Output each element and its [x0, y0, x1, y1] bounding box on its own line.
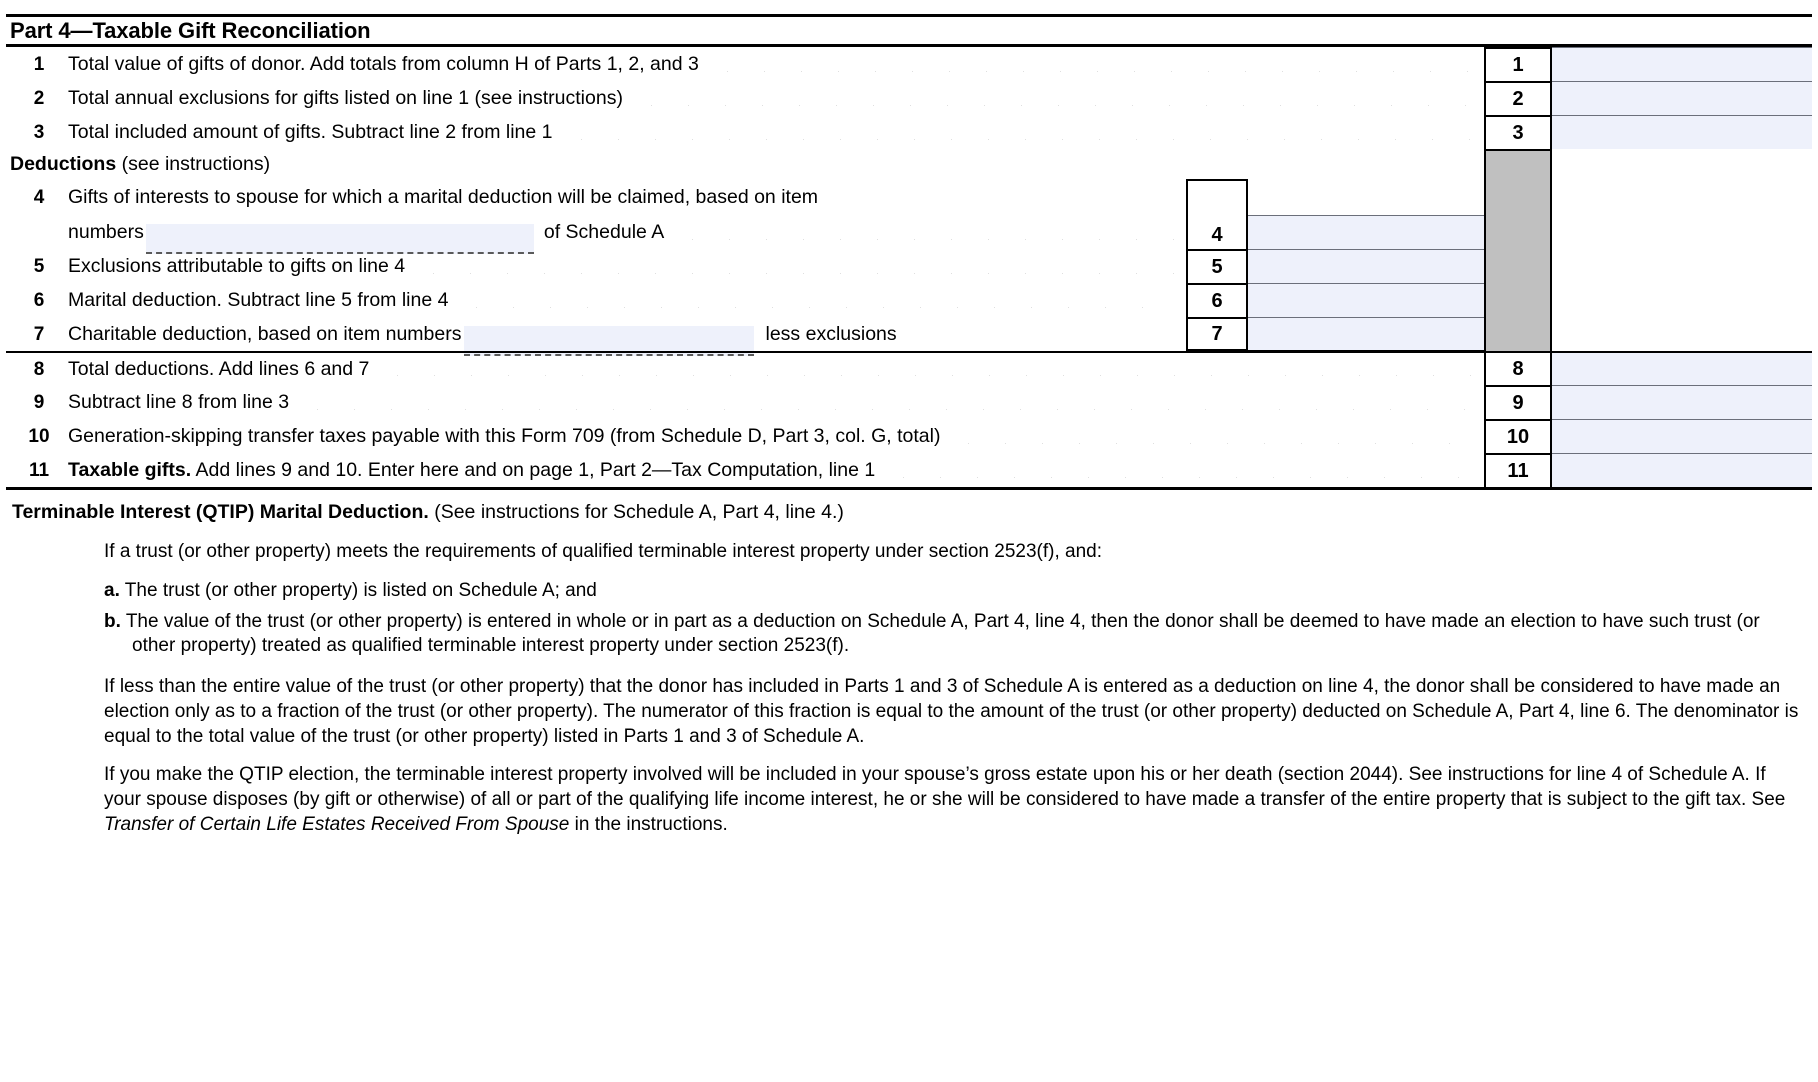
line-7-label-prefix: Charitable deduction, based on item numbers: [68, 322, 462, 345]
line-2-box-label: 2: [1484, 81, 1552, 115]
line-6-leader-dots: [458, 307, 1176, 308]
grey-filler-block-l6: [1484, 283, 1552, 317]
line-7-inner-amount-input[interactable]: [1248, 317, 1484, 351]
line-2-amount-input[interactable]: [1552, 81, 1812, 115]
line-5-label: Exclusions attributable to gifts on line 4: [68, 254, 406, 277]
line-11-label-rest: Add lines 9 and 10. Enter here and on page 1, Part 2—Tax Computation, line 1: [191, 458, 876, 481]
qtip-heading-rest: (See instructions for Schedule A, Part 4, line 4.): [428, 501, 844, 523]
line-11-amount-input[interactable]: [1552, 453, 1812, 487]
line-5-leader-dots: [415, 273, 1176, 274]
deductions-heading-cell: [6, 149, 1484, 179]
line-4-description-cell-lower: [6, 215, 1186, 249]
line-1-leader-dots: [709, 71, 1474, 72]
qtip-heading-bold: Terminable Interest (QTIP) Marital Deduction.: [12, 501, 429, 523]
line-4-label-numbers-prefix: numbers: [68, 220, 144, 243]
line-7-inner-box-label: 7: [1186, 317, 1248, 351]
line-4-label-numbers-suffix: of Schedule A: [543, 220, 665, 243]
line-9-box-label: 9: [1484, 385, 1552, 419]
table-row-line-11: [6, 453, 1812, 487]
qtip-conditions-list: [104, 579, 1806, 659]
qtip-item-b: [104, 610, 1806, 659]
line-7-outer-amount-spacer: [1552, 317, 1812, 351]
line-5-inner-box-label: 5: [1186, 249, 1248, 283]
table-row-line-2: [6, 81, 1812, 115]
line-11-label-bold: Taxable gifts.: [68, 458, 192, 481]
line-1-description-cell: [6, 47, 1484, 81]
line-4-inner-box-label: 4: [1186, 215, 1248, 249]
line-6-number: 6: [33, 289, 45, 311]
line-1-amount-input[interactable]: [1552, 47, 1812, 81]
qtip-paragraph-3: [104, 763, 1804, 837]
line-5-inner-amount-input[interactable]: [1248, 249, 1484, 283]
qtip-paragraph-2: If less than the entire value of the trust (or other property) that the donor has included in Parts 1 and 3 of Schedule A is entered as a deduction on line 4, the donor shall be considered to have made an election only as to a fraction of the trust (or other property). The numerator of this fraction is equal to the amount of the trust (or other property) deducted on Schedule A, Part 4, line 6. The denominator is equal to the total value of the trust (or other property) listed in Parts 1 and 3 of Schedule A.: [104, 676, 1799, 747]
line-11-number: 11: [28, 459, 50, 481]
table-row-line-5: [6, 249, 1812, 283]
line-6-description-cell: [6, 283, 1186, 317]
line-2-number: 2: [33, 87, 45, 109]
line-4-inner-amount-input[interactable]: [1248, 215, 1484, 249]
line-7-label-suffix: less exclusions: [765, 322, 897, 345]
qtip-item-a-text: The trust (or other property) is listed on Schedule A; and: [124, 580, 597, 602]
form-part4-container: [6, 0, 1812, 837]
part-4-title: Part 4—Taxable Gift Reconciliation: [10, 17, 371, 43]
line-5-description-cell: [6, 249, 1186, 283]
line-3-description-cell: [6, 115, 1484, 149]
line-7-number: 7: [33, 323, 45, 345]
qtip-paragraph-3-italic-title: Transfer of Certain Life Estates Received From Spouse: [104, 813, 570, 835]
grey-filler-block-l4b: [1484, 215, 1552, 249]
qtip-item-a-label: a.: [104, 580, 120, 602]
line-4-description-cell-upper: [6, 179, 1186, 215]
table-row-line-3: [6, 115, 1812, 149]
line-1-number: 1: [33, 53, 45, 75]
table-row-line-4-lower: [6, 215, 1812, 249]
line-4-leader-dots: [674, 239, 1176, 240]
table-row-line-7: [6, 317, 1812, 351]
line-11-leader-dots: [885, 477, 1474, 478]
line-4-number: 4: [33, 186, 45, 208]
table-row-line-6: [6, 283, 1812, 317]
line-5-outer-amount-spacer: [1552, 249, 1812, 283]
line-4-inner-box-spacer: [1186, 179, 1248, 215]
line-1-label: Total value of gifts of donor. Add totals from column H of Parts 1, 2, and 3: [68, 52, 699, 75]
deductions-heading-rest: (see instructions): [116, 152, 271, 175]
deductions-heading: [10, 153, 270, 176]
line-3-label: Total included amount of gifts. Subtract line 2 from line 1: [68, 120, 553, 143]
qtip-item-a: [104, 579, 1806, 604]
line-2-label: Total annual exclusions for gifts listed on line 1 (see instructions): [68, 86, 623, 109]
line-11-label: [68, 459, 875, 482]
grey-filler-block-top: [1484, 149, 1552, 179]
line-3-box-label: 3: [1484, 115, 1552, 149]
table-row-line-8: [6, 351, 1812, 385]
line-4-label-part1: Gifts of interests to spouse for which a marital deduction will be claimed, based on item: [68, 185, 819, 208]
qtip-item-b-label: b.: [104, 610, 121, 632]
line-8-number: 8: [33, 358, 45, 380]
qtip-heading: [12, 500, 1806, 524]
line-5-number: 5: [33, 255, 45, 277]
line-2-description-cell: [6, 81, 1484, 115]
line-9-number: 9: [33, 391, 45, 413]
line-3-amount-input[interactable]: [1552, 115, 1812, 149]
line-7-description-cell: [6, 317, 1186, 351]
line-4-outer-amount-spacer-b: [1552, 215, 1812, 249]
line-3-leader-dots: [563, 139, 1474, 140]
line-6-inner-box-label: 6: [1186, 283, 1248, 317]
line-2-leader-dots: [633, 105, 1474, 106]
qtip-body: [12, 540, 1806, 837]
deductions-subheading-row: [6, 149, 1812, 179]
line-4-inner-amount-spacer: [1248, 179, 1484, 215]
line-8-leader-dots: [379, 375, 1474, 376]
line-9-amount-input[interactable]: [1552, 385, 1812, 419]
deductions-row-empty-amount: [1552, 149, 1812, 179]
line-10-leader-dots: [950, 443, 1474, 444]
line-1-box-label: 1: [1484, 47, 1552, 81]
line-9-leader-dots: [299, 409, 1474, 410]
line-8-amount-input[interactable]: [1552, 353, 1812, 385]
line-10-description-cell: [6, 419, 1484, 453]
line-9-description-cell: [6, 385, 1484, 419]
part-4-header: [6, 17, 1812, 47]
grey-filler-block-l5: [1484, 249, 1552, 283]
table-row-line-4-upper: [6, 179, 1812, 215]
line-8-label: Total deductions. Add lines 6 and 7: [68, 357, 370, 380]
qtip-paragraph-3-part1: If you make the QTIP election, the terminable interest property involved will be included in your spouse’s gross estate upon his or her death (section 2044). See instructions for line 4 of Schedule A. If your spouse disposes (by gift or otherwise) of all or part of the qualifying life income interest, he or she will be considered to have made a transfer of the entire property that is subject to the gift tax. See: [104, 764, 1786, 810]
table-row-line-10: [6, 419, 1812, 453]
deductions-heading-bold: Deductions: [10, 152, 117, 175]
line-10-amount-input[interactable]: [1552, 419, 1812, 453]
line-6-inner-amount-input[interactable]: [1248, 283, 1484, 317]
line-8-description-cell: [6, 353, 1484, 385]
line-3-number: 3: [33, 121, 45, 143]
lines-table: [6, 47, 1812, 487]
qtip-intro-paragraph: If a trust (or other property) meets the requirements of qualified terminable interest property under section 2523(f), and:: [104, 541, 1103, 563]
qtip-item-b-text: The value of the trust (or other property) is entered in whole or in part as a deduction on Schedule A, Part 4, line 4, then the donor shall be deemed to have made an election to have such trust (or other property) treated as qualified terminable interest property under section 2523(f).: [125, 610, 1760, 657]
line-9-label: Subtract line 8 from line 3: [68, 390, 290, 413]
line-8-box-label: 8: [1484, 353, 1552, 385]
qtip-section: [6, 490, 1812, 837]
line-10-number: 10: [28, 425, 50, 447]
line-10-box-label: 10: [1484, 419, 1552, 453]
grey-filler-block-l7: [1484, 317, 1552, 351]
line-10-label: Generation-skipping transfer taxes payable with this Form 709 (from Schedule D, Part 3, col. G, total): [68, 424, 941, 447]
table-row-line-1: [6, 47, 1812, 81]
line-11-description-cell: [6, 453, 1484, 487]
line-4-outer-amount-spacer-a: [1552, 179, 1812, 215]
line-11-box-label: 11: [1484, 453, 1552, 487]
grey-filler-block-l4a: [1484, 179, 1552, 215]
line-6-outer-amount-spacer: [1552, 283, 1812, 317]
table-row-line-9: [6, 385, 1812, 419]
line-6-label: Marital deduction. Subtract line 5 from line 4: [68, 288, 449, 311]
qtip-paragraph-3-part2: in the instructions.: [569, 813, 728, 835]
